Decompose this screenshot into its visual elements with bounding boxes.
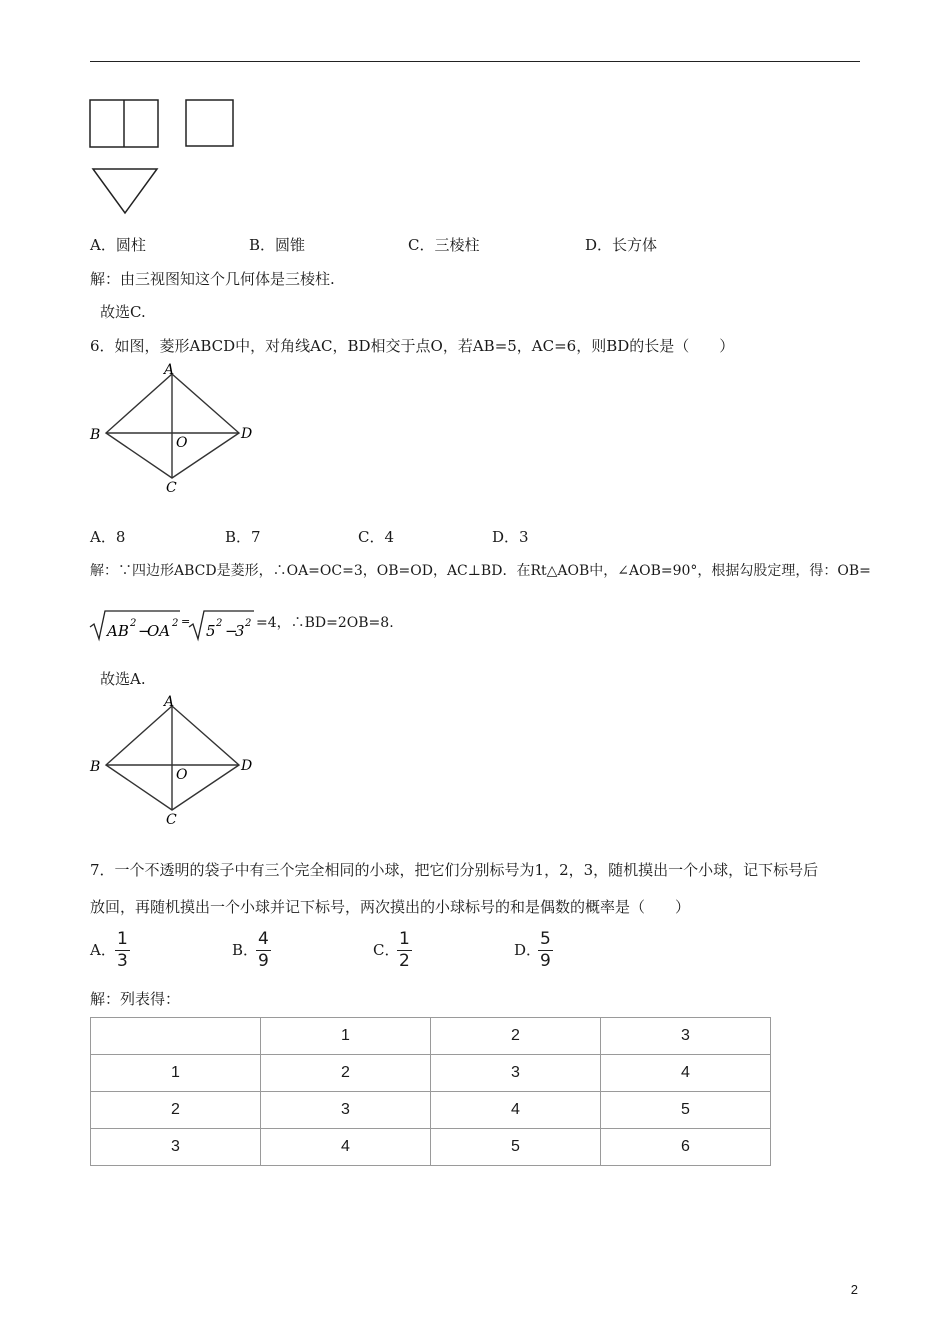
table-cell: 2 <box>261 1055 431 1092</box>
label-d: D <box>241 426 253 442</box>
equals-sign: = <box>181 615 191 628</box>
table-cell: 1 <box>261 1018 431 1055</box>
q7-solution: 解：列表得： <box>90 990 181 1008</box>
label-o: O <box>176 435 188 451</box>
q7-d-denominator: 9 <box>540 951 551 971</box>
q7-c-numerator: 1 <box>399 929 410 949</box>
sqrt-expression <box>88 605 268 645</box>
q5-option-a: A．圆柱 <box>90 236 146 254</box>
sqrt1-b: OA <box>147 622 171 640</box>
q7-a-denominator: 3 <box>117 951 128 971</box>
q6-solution-line2: =4，∴BD=2OB=8. <box>256 615 394 631</box>
sum-table <box>90 1017 771 1166</box>
q6-option-b: B．7 <box>225 528 261 546</box>
table-cell: 1 <box>91 1055 261 1092</box>
label-b-2: B <box>90 759 101 775</box>
q7-option-a-fraction <box>115 931 130 970</box>
q6-option-a: A．8 <box>90 528 126 546</box>
table-cell: 2 <box>431 1018 601 1055</box>
q7-c-denominator: 2 <box>399 951 410 971</box>
rhombus-figure <box>86 360 261 495</box>
q6-question: 6．如图，菱形ABCD中，对角线AC，BD相交于点O，若AB=5，AC=6，则BD的长是（ ） <box>90 337 735 355</box>
q7-option-b-letter: B． <box>232 941 259 959</box>
q7-option-d-fraction <box>538 931 553 970</box>
table-row <box>91 1092 771 1129</box>
sqrt1-exp2: 2 <box>172 618 179 629</box>
q7-b-numerator: 4 <box>258 929 269 949</box>
q5-solution: 解：由三视图知这个几何体是三棱柱. <box>90 270 335 288</box>
q7-question-line2: 放回，再随机摸出一个小球并记下标号，两次摸出的小球标号的和是偶数的概率是（ ） <box>90 898 691 916</box>
q6-option-d: D．3 <box>492 528 529 546</box>
label-o-2: O <box>176 767 188 783</box>
q7-option-c-letter: C． <box>373 941 400 959</box>
sqrt2-minus: − <box>225 622 238 640</box>
side-view <box>186 100 233 146</box>
page-number: 2 <box>850 1282 858 1297</box>
q7-a-numerator: 1 <box>117 929 128 949</box>
label-a-2: A <box>164 694 175 710</box>
table-cell: 5 <box>601 1092 771 1129</box>
q5-answer: 故选C. <box>100 303 146 321</box>
q6-answer: 故选A. <box>100 670 146 688</box>
table-cell: 6 <box>601 1129 771 1166</box>
q7-question-line1: 7．一个不透明的袋子中有三个完全相同的小球，把它们分别标号为1，2，3，随机摸出一个小球，记下标号后 <box>90 861 819 879</box>
label-b: B <box>90 427 101 443</box>
table-cell: 2 <box>91 1092 261 1129</box>
table-cell: 3 <box>91 1129 261 1166</box>
sqrt2-exp1: 2 <box>216 618 223 629</box>
q7-d-numerator: 5 <box>540 929 551 949</box>
q7-b-denominator: 9 <box>258 951 269 971</box>
table-cell: 3 <box>431 1055 601 1092</box>
sqrt1-exp1: 2 <box>130 618 137 629</box>
q7-option-b-fraction <box>256 931 271 970</box>
three-view-figure <box>88 97 238 217</box>
q5-option-c: C．三棱柱 <box>408 236 480 254</box>
sqrt1-a: AB <box>107 622 129 640</box>
q5-option-d: D．长方体 <box>585 236 658 254</box>
label-c: C <box>166 480 177 495</box>
table-row <box>91 1018 771 1055</box>
table-cell: 5 <box>431 1129 601 1166</box>
sqrt2-exp2: 2 <box>245 618 252 629</box>
label-c-2: C <box>166 812 177 827</box>
table-cell: 4 <box>431 1092 601 1129</box>
q6-solution-line1: 解：∵四边形ABCD是菱形，∴OA=OC=3，OB=OD，AC⊥BD．在Rt△AOB中，∠AOB=90°，根据勾股定理，得：OB= <box>90 563 871 579</box>
q7-option-c-fraction <box>397 931 412 970</box>
sqrt2-a: 5 <box>206 622 216 640</box>
q6-option-c: C．4 <box>358 528 395 546</box>
rhombus-figure-2 <box>86 692 261 827</box>
label-a: A <box>164 362 175 378</box>
q5-option-b: B．圆锥 <box>249 236 306 254</box>
q7-option-a-letter: A． <box>90 941 116 959</box>
table-cell: 3 <box>261 1092 431 1129</box>
table-row <box>91 1129 771 1166</box>
header-rule <box>90 61 860 62</box>
top-view-triangle <box>93 169 157 213</box>
table-cell: 3 <box>601 1018 771 1055</box>
table-row <box>91 1055 771 1092</box>
table-cell: 4 <box>601 1055 771 1092</box>
sqrt1-minus: − <box>138 622 151 640</box>
table-cell <box>91 1018 261 1055</box>
table-cell: 4 <box>261 1129 431 1166</box>
q7-option-d-letter: D． <box>514 941 542 959</box>
sqrt2-b: 3 <box>235 622 245 640</box>
label-d-2: D <box>241 758 253 774</box>
